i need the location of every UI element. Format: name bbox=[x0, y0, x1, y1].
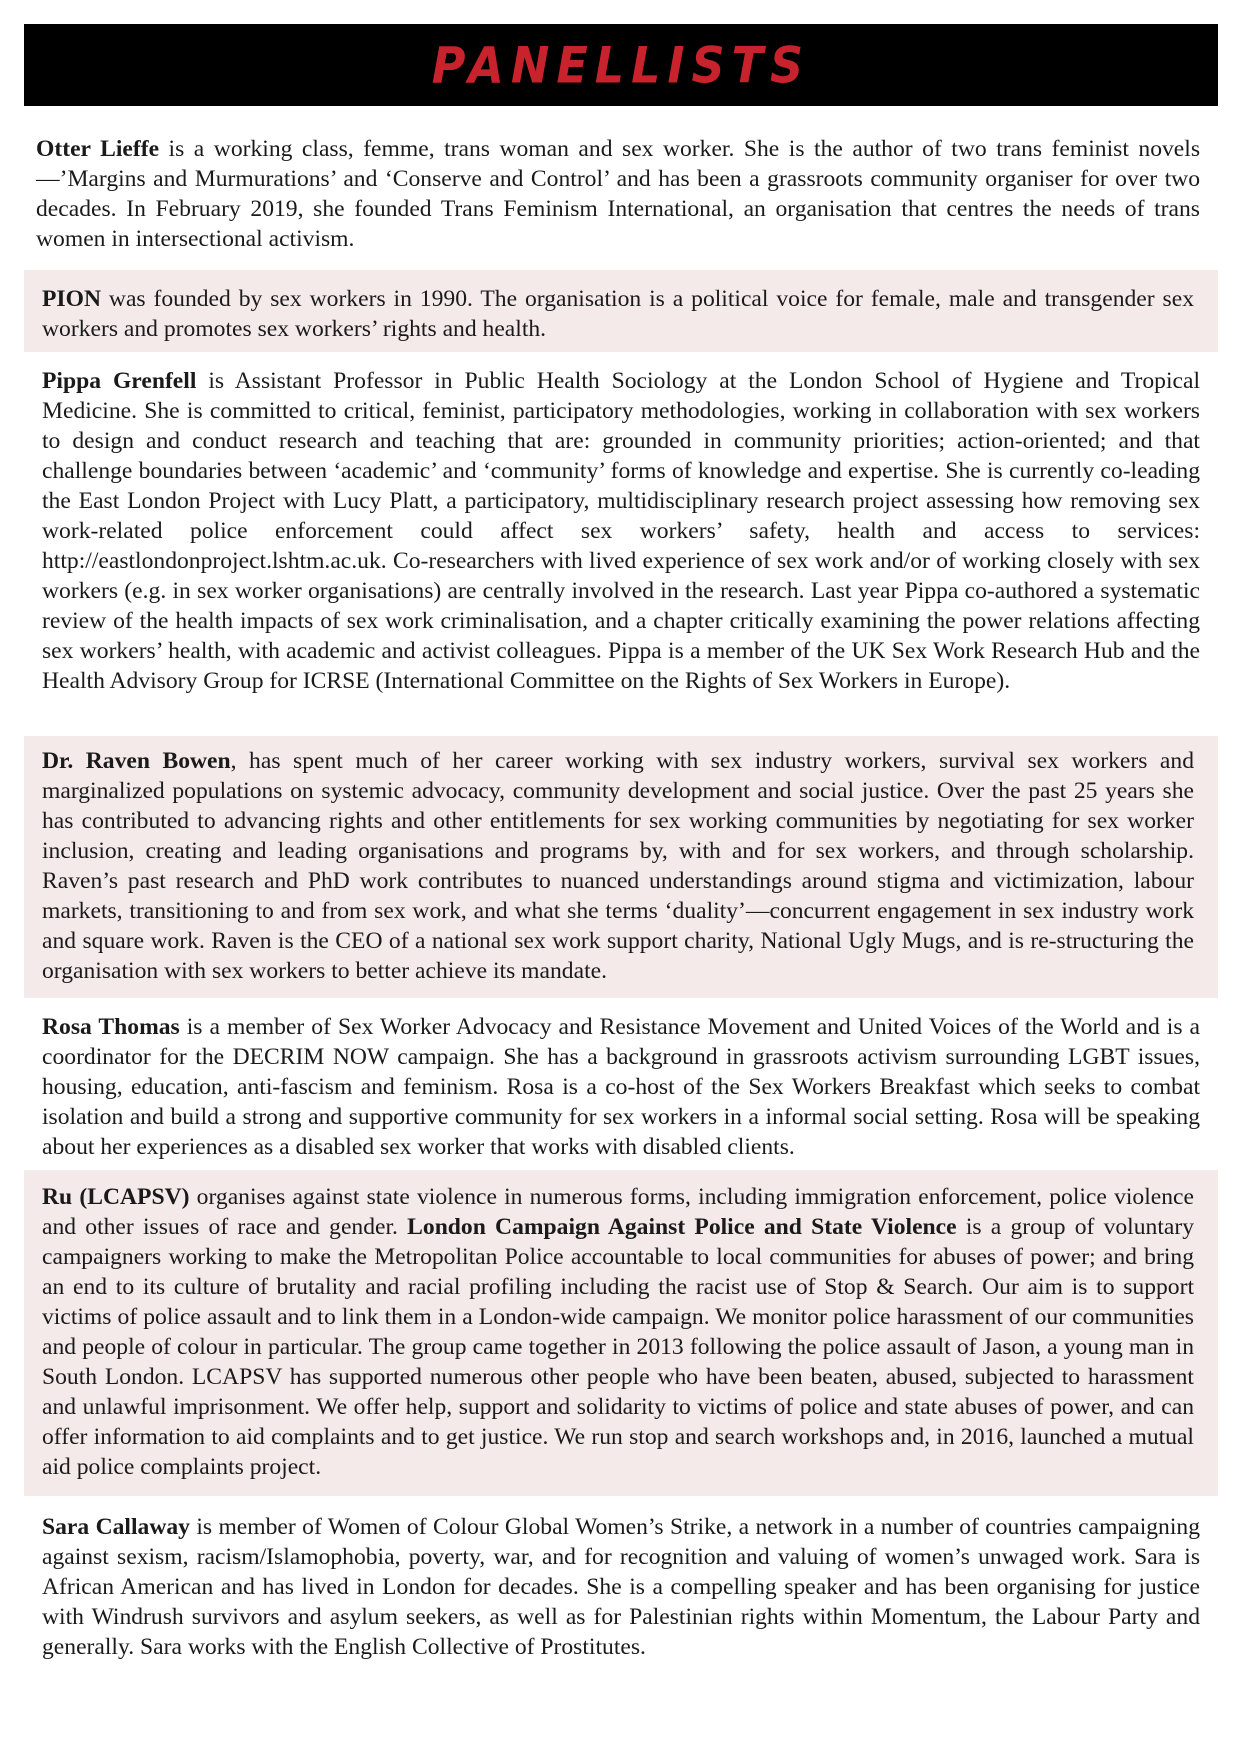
panellist-bio bbox=[24, 366, 1218, 696]
panellist-text: is a group of voluntary campaigners working to make the Metropolitan Police accountable to local communities for abuses of power; and bring an end to its culture of brutality and racial profiling including the racist use of Stop & Search. Our aim is to support victims of police assault and to link them in a London-wide campaign. We monitor police harassment of our communities and people of colour in particular. The group came together in 2013 following the police assault of Jason, a young man in South London. LCAPSV has supported numerous other people who have been beaten, abused, subjected to harassment and unlawful imprisonment. We offer help, support and solidarity to victims of police and state abuses of power, and can offer information to aid complaints and to get justice. We run stop and search workshops and, in 2016, launched a mutual aid police complaints project. bbox=[42, 1214, 1194, 1480]
panellist-pippa-grenfell bbox=[24, 366, 1218, 696]
panellist-bio bbox=[24, 746, 1218, 986]
panellist-sara-callaway bbox=[24, 1512, 1218, 1662]
panellist-bio bbox=[24, 1182, 1218, 1482]
panellist-bio bbox=[24, 284, 1218, 344]
panellist-name: Sara Callaway bbox=[42, 1514, 190, 1540]
panellist-text: was founded by sex workers in 1990. The organisation is a political voice for female, male and transgender sex workers and promotes sex workers’ rights and health. bbox=[42, 286, 1194, 342]
panellist-name: PION bbox=[42, 286, 101, 312]
panellist-bio bbox=[24, 134, 1218, 254]
organisation-name: London Campaign Against Police and State Violence bbox=[407, 1214, 957, 1240]
page-header bbox=[24, 24, 1218, 106]
panellist-text: is a member of Sex Worker Advocacy and Resistance Movement and United Voices of the World and is a coordinator for the DECRIM NOW campaign. She has a background in grassroots activism surrounding LGBT issues, housing, education, anti-fascism and feminism. Rosa is a co-host of the Sex Workers Breakfast which seeks to combat isolation and build a strong and supportive community for sex workers in a informal social setting. Rosa will be speaking about her experiences as a disabled sex worker that works with disabled clients. bbox=[42, 1014, 1200, 1160]
panellist-name: Dr. Raven Bowen bbox=[42, 748, 231, 774]
panellist-name: Ru (LCAPSV) bbox=[42, 1184, 190, 1210]
page-title: PANELLISTS bbox=[431, 35, 811, 95]
panellist-text: is a working class, femme, trans woman and sex worker. She is the author of two trans feminist novels—’Margins and Murmurations’ and ‘Conserve and Control’ and has been a grassroots community organiser for over two decades. In February 2019, she founded Trans Feminism International, an organisation that centres the needs of trans women in intersectional activism. bbox=[36, 136, 1200, 252]
panellist-pion bbox=[24, 270, 1218, 352]
panellist-name: Pippa Grenfell bbox=[42, 368, 197, 394]
panellist-text: is member of Women of Colour Global Women’s Strike, a network in a number of countries campaigning against sexism, racism/Islamophobia, poverty, war, and for recognition and valuing of women’s unwaged work. Sara is African American and has lived in London for decades. She is a compelling speaker and has been organising for justice with Windrush survivors and asylum seekers, as well as for Palestinian rights within Momentum, the Labour Party and generally. Sara works with the English Collective of Prostitutes. bbox=[42, 1514, 1200, 1660]
panellist-name: Rosa Thomas bbox=[42, 1014, 180, 1040]
panellist-bio bbox=[24, 1512, 1218, 1662]
panellist-otter-lieffe bbox=[24, 134, 1218, 254]
panellist-rosa-thomas bbox=[24, 1012, 1218, 1162]
panellist-text: , has spent much of her career working with sex industry workers, survival sex workers and marginalized populations on systemic advocacy, community development and social justice. Over the past 25 years she has contributed to advancing rights and other entitlements for sex working communities by negotiating for sex worker inclusion, creating and leading organisations and programs by, with and for sex workers, and through scholarship. Raven’s past research and PhD work contributes to nuanced understandings around stigma and victimization, labour markets, transitioning to and from sex work, and what she terms ‘duality’—concurrent engagement in sex industry work and square work. Raven is the CEO of a national sex work support charity, National Ugly Mugs, and is re-structuring the organisation with sex workers to better achieve its mandate. bbox=[42, 748, 1194, 984]
panellist-bio bbox=[24, 1012, 1218, 1162]
panellist-ru-lcapsv bbox=[24, 1170, 1218, 1496]
panellist-name: Otter Lieffe bbox=[36, 136, 160, 162]
panellist-text: organises against state violence in numerous forms, including immigration enforcement, police violence and other issues of race and gender. bbox=[42, 1184, 1194, 1240]
panellist-raven-bowen bbox=[24, 736, 1218, 998]
panellist-text: is Assistant Professor in Public Health Sociology at the London School of Hygiene and Tropical Medicine. She is committed to critical, feminist, participatory methodologies, working in collaboration with sex workers to design and conduct research and teaching that are: grounded in community priorities; action-oriented; and that challenge boundaries between ‘academic’ and ‘community’ forms of knowledge and expertise. She is currently co-leading the East London Project with Lucy Platt, a participatory, multidisciplinary research project assessing how removing sex work-related police enforcement could affect sex workers’ safety, health and access to services: http://eastlondonproject.lshtm.ac.uk. Co-researchers with lived experience of sex work and/or of working closely with sex workers (e.g. in sex worker organisations) are centrally involved in the research. Last year Pippa co-authored a systematic review of the health impacts of sex work criminalisation, and a chapter critically examining the power relations affecting sex workers’ health, with academic and activist colleagues. Pippa is a member of the UK Sex Work Research Hub and the Health Advisory Group for ICRSE (International Committee on the Rights of Sex Workers in Europe). bbox=[42, 368, 1200, 694]
